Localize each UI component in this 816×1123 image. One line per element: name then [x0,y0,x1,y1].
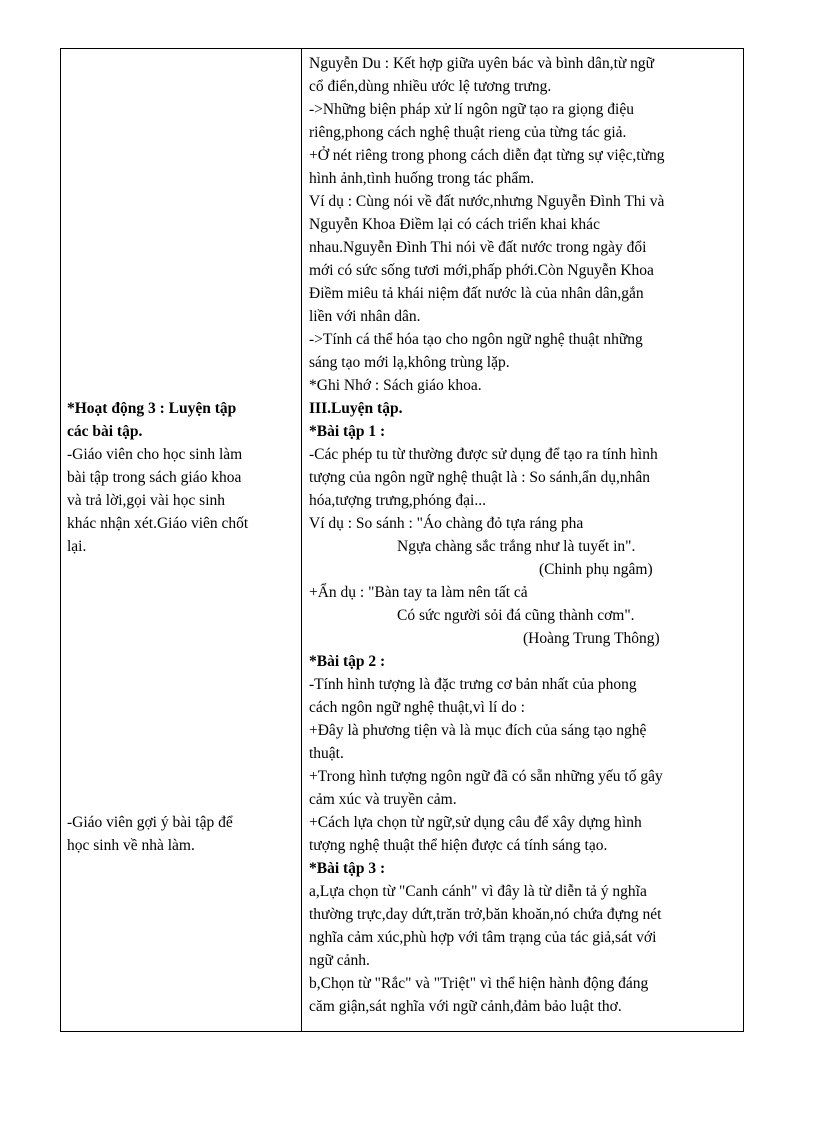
text-line: Ví dụ : Cùng nói về đất nước,nhưng Nguyễn Đình Thi và [309,193,665,210]
text-line: (Chinh phụ ngâm) [539,561,653,578]
text-line: căm giận,sát nghĩa với ngữ cảnh,đảm bảo luật thơ. [309,998,622,1015]
text-line: nghĩa cảm xúc,phù hợp với tâm trạng của tác giả,sát với [309,929,657,946]
text-line: -Giáo viên cho học sinh làm [67,446,243,463]
text-line: học sinh về nhà làm. [67,837,195,854]
text-line: cách ngôn ngữ nghệ thuật,vì lí do : [309,699,525,716]
text-line: bài tập trong sách giáo khoa [67,469,242,486]
text-line: cổ điển,dùng nhiều ước lệ tương trưng. [309,78,552,95]
text-line: ->Tính cá thể hóa tạo cho ngôn ngữ nghệ thuật những [309,331,643,348]
text-line: khác nhận xét.Giáo viên chốt [67,515,249,532]
text-line: *Bài tập 1 : [309,423,386,440]
text-line: Điềm miêu tả khái niệm đất nước là của nhân dân,gắn [309,285,644,302]
text-line: ngữ cảnh. [309,952,370,969]
text-line: +Trong hình tượng ngôn ngữ đã có sẵn những yếu tố gây [309,768,663,785]
text-line: +Ở nét riêng trong phong cách diễn đạt từng sự việc,từng [309,147,665,164]
text-line: cảm xúc và truyền cảm. [309,791,457,808]
text-line: *Hoạt động 3 : Luyện tập [67,400,237,417]
text-line: ->Những biện pháp xử lí ngôn ngữ tạo ra giọng điệu [309,101,634,118]
text-line: Nguyễn Du : Kết hợp giữa uyên bác và bình dân,từ ngữ [309,55,655,72]
text-line: Có sức người sỏi đá cũng thành cơm". [397,607,635,624]
text-line: thuật. [309,745,344,762]
text-line: các bài tập. [67,423,143,440]
text-line: +Cách lựa chọn từ ngữ,sử dụng câu để xây dựng hình [309,814,642,831]
text-line: lại. [67,538,87,555]
text-line: -Tính hình tượng là đặc trưng cơ bản nhất của phong [309,676,637,693]
text-line: liền với nhân dân. [309,308,421,325]
text-line: hình ảnh,tình huống trong tác phẩm. [309,170,535,187]
text-line: Ngựa chàng sắc trắng như là tuyết in". [397,538,636,555]
text-line: thường trực,day dứt,trăn trở,băn khoăn,nó chứa đựng nét [309,906,662,923]
text-line: *Bài tập 2 : [309,653,386,670]
text-line: và trả lời,gọi vài học sinh [67,492,225,509]
text-line: sáng tạo mới lạ,không trùng lặp. [309,354,510,371]
text-line: hóa,tượng trưng,phóng đại... [309,492,486,509]
text-line: -Các phép tu từ thường được sử dụng để tạo ra tính hình [309,446,658,463]
text-line: III.Luyện tập. [309,400,403,417]
column-divider [301,49,302,1031]
text-line: b,Chọn từ "Rắc" và "Triệt" vì thể hiện hành động đáng [309,975,649,992]
text-line: Nguyễn Khoa Điềm lại có cách triển khai khác [309,216,600,233]
text-line: Ví dụ : So sánh : "Áo chàng đỏ tựa ráng pha [309,515,584,532]
lesson-table [60,48,744,1032]
text-line: riêng,phong cách nghệ thuật rieng của từng tác giả. [309,124,627,141]
text-line: a,Lựa chọn từ "Canh cánh" vì đây là từ diễn tả ý nghĩa [309,883,647,900]
text-line: *Bài tập 3 : [309,860,386,877]
text-line: tượng của ngôn ngữ nghệ thuật là : So sánh,ẩn dụ,nhân [309,469,650,486]
text-line: mới có sức sống tươi mới,phấp phới.Còn Nguyễn Khoa [309,262,654,279]
text-line: (Hoàng Trung Thông) [523,630,660,647]
text-line: nhau.Nguyễn Đình Thi nói về đất nước trong ngày đổi [309,239,647,256]
text-line: +Đây là phương tiện và là mục đích của sáng tạo nghệ [309,722,647,739]
text-line: -Giáo viên gợi ý bài tập để [67,814,233,831]
text-line: tượng nghệ thuật thể hiện được cá tính sáng tạo. [309,837,608,854]
text-line: *Ghi Nhớ : Sách giáo khoa. [309,377,482,394]
text-line: +Ẩn dụ : "Bàn tay ta làm nên tất cả [309,584,528,601]
